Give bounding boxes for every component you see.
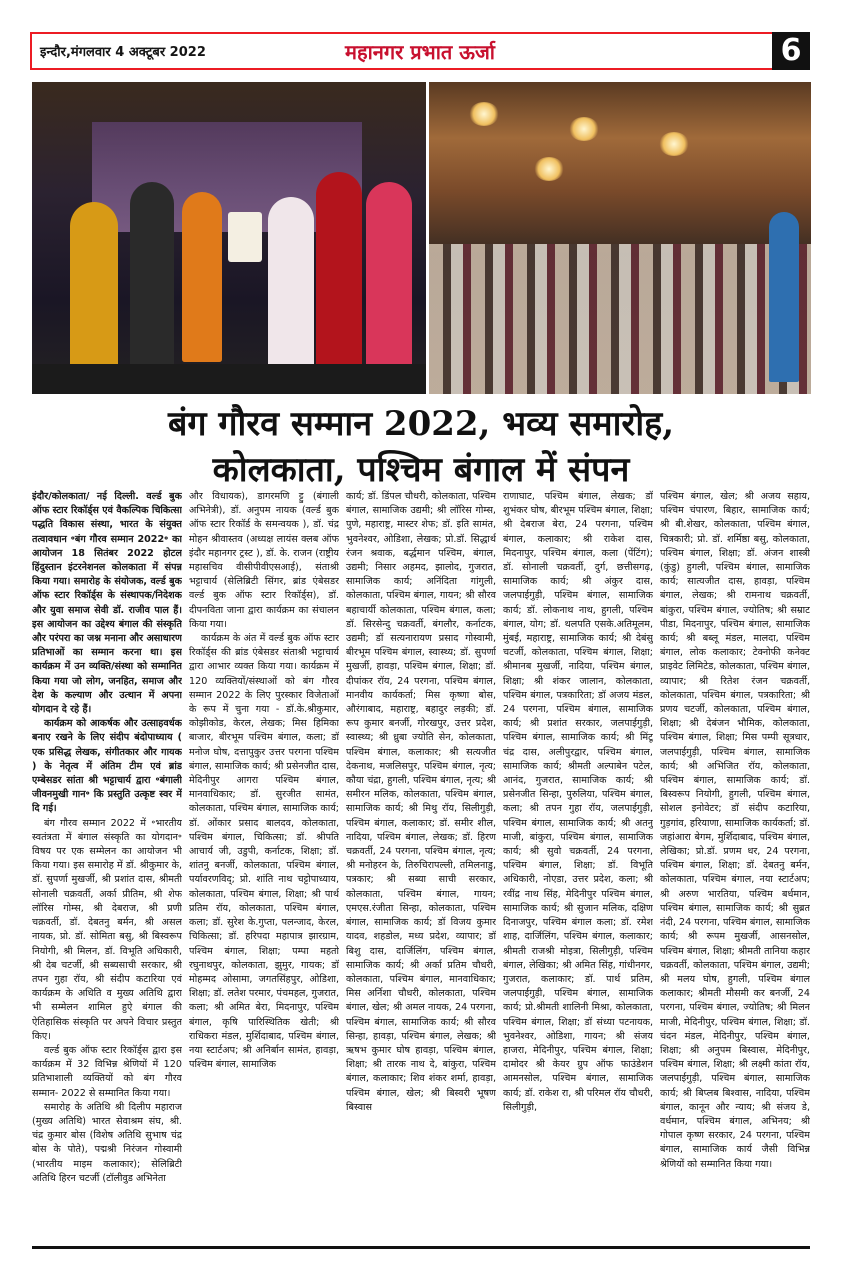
article-column-3 xyxy=(346,490,496,1245)
article-column-1 xyxy=(32,490,182,1245)
headline-line-2: कोलकाता, पश्चिम बंगाल में संपन xyxy=(212,450,630,490)
guest-figure xyxy=(366,182,412,372)
seated-audience xyxy=(429,244,811,394)
guest-figure xyxy=(182,192,222,362)
article-paragraph: समारोह के अतिथि श्री दिलीप महाराज (मुख्य अतिथि) भारत सेवाश्रम संघ, श्री. चंद्र कुमार बोस (विशेष अतिथि सुभाष चंद्र बोस के पोते), पद्मश्री निरंजन गोस्वामी (भारतीय माइम कलाकार); सेलिब्रिटी अतिथि हिरन चटर्जी (टॉलीवुड अभिनेता xyxy=(32,1101,182,1184)
article-column-5 xyxy=(660,490,810,1245)
standing-person xyxy=(769,212,799,382)
guest-figure xyxy=(268,197,314,372)
article-column-2 xyxy=(189,490,339,1245)
certificate-frame xyxy=(228,212,262,262)
article-paragraph: और विधायक), डागरमणि ट्टु (बंगाली अभिनेत्री), डॉ. अनुपम नायक (वर्ल्ड बुक ऑफ स्टार रिकॉर्ड के समन्वयक ), डॉ. चंद्र मोहन श्रीवास्तव (अध्यक्ष लायंस क्लब ऑफ इंदौर महानगर ट्रस्ट ), डॉ. के. राजन (राष्ट्रीय महासचिव वीसीपीवीएसआई), संताश्री भट्टाचार्य (सेलिब्रिटी सिंगर, ब्रांड एंबेसडर वर्ल्ड बुक ऑफ स्टार रिकॉर्ड्स), डॉ. दीपनविता जाना द्वारा कार्यक्रम का संचालन किया गया। xyxy=(189,491,339,630)
article-paragraph: बंग गौरव सम्मान 2022 में ॰भारतीय स्वतंत्रता में बंगाल संस्कृति का योगदान॰ विषय पर एक सम्मेलन का आयोजन भी किया गया। इस समारोह में डॉ. श्रीकुमार के, डॉ. सुपर्णा मुखर्जी, श्री प्रशांत दास, श्रीमती सोनाली चक्रवर्ती, अर्का प्रीतिम, श्री शेफ लॉरिस गोम्स, श्री देबराज, श्री प्रणी चक्रवर्ती, डॉ. देबतनु बर्मन, श्री असल नायक, प्रो. डॉ. सोमिता बसु, श्री बिस्वरूप नियोगी, श्री मिलन, डॉ. विभूति अधिकारी, श्री देब चटर्जी, श्री सब्यसाची सरकार, श्री तपन गुहा रॉय, श्री संदीप कटारिया एवं कार्यक्रम के अधिति व मुख्य अतिथि द्वारा भी सम्मेलन शामिल हुऐ बंगाल की ऐतिहासिक संस्कृति पर अपने विचार प्रस्तुत किए। xyxy=(32,817,182,1042)
award-ceremony-stage-photo xyxy=(32,82,426,394)
chandelier xyxy=(569,117,599,141)
guest-figure xyxy=(70,202,118,372)
article-paragraph: पश्चिम बंगाल, खेल; श्री अजय सहाय, पश्चिम चंपारण, बिहार, सामाजिक कार्य; श्री बी.शेखर, कोलकाता, पश्चिम बंगाल, चित्रकारी; प्रो. डॉ. शर्मिष्ठा बसु, कोलकाता, पश्चिम बंगाल, शिक्षा; डॉ. अंजन शास्त्री (कुंडु) हुगली, पश्चिम बंगाल, सामाजिक कार्य; सात्यजीत दास, हावड़ा, पश्चिम बंगाल, लेखक; श्री रामनाथ चक्रवर्ती, बांकुरा, पश्चिम बंगाल, ज्योतिष; श्री सम्राट पीडा, मिदनापुर, पश्चिम बंगाल, सामाजिक कार्य; श्री बब्लू मंडल, मालदा, पश्चिम बंगाल, लोक कलाकार; टेक्नोफी कनेक्ट प्राइवेट लिमिटेड, कोलकाता, पश्चिम बंगाल, व्यापार; श्री रितेश रंजन चक्रवर्ती, कोलकाता, पश्चिम बंगाल, पत्रकारिता; श्री प्रणय चटर्जी, कोलकाता, पश्चिम बंगाल, शिक्षा; श्री देबंजन भौमिक, कोलकाता, पश्चिम बंगाल, शिक्षा; मिस पम्पी सूत्रधार, जलपाईगुड़ी, पश्चिम बंगाल, सामाजिक कार्य; श्री अभिजित रॉय, कोलकाता, पश्चिम बंगाल, सामाजिक कार्य; डॉ. बिस्वरूप नियोगी, हुगली, पश्चिम बंगाल, सोशल इनोवेटर; डॉ संदीप कटारिया, गुड़गांव, हरियाणा, सामाजिक कार्यकर्ता; डॉ. जहांआरा बेगम, मुर्शिदाबाद, पश्चिम बंगाल, लेखिका; प्रो.डॉ. प्रणम धर, 24 परगना, पश्चिम बंगाल, शिक्षा; डॉ. देबतनु बर्मन, कोलकाता, पश्चिम बंगाल, नया स्टार्टअप; श्री अरुण भारतिया, पश्चिम बर्धमान, पश्चिम बंगाल, सामाजिक कार्य; श्री सुब्रत नंदी, 24 परगना, पश्चिम बंगाल, सामाजिक कार्य; श्री रूपम मुखर्जी, आसनसोल, पश्चिम बंगाल, शिक्षा; श्रीमती तानिया कहार चक्रवर्ती, कोलकाता, पश्चिम बंगाल, उद्यमी; श्री मलय घोष, हुगली, पश्चिम बंगाल कलाकार; श्रीमती मौसमी कर बनर्जी, 24 परगना, पश्चिम बंगाल, ज्योतिष; श्री मिलन माजी, मेदिनीपुर, पश्चिम बंगाल, शिक्षा; डॉ. चंदन मंडल, मेदिनीपुर, पश्चिम बंगाल, शिक्षा; श्री अनुपम बिस्वास, मेदिनीपुर, पश्चिम बंगाल, शिक्षा; श्री लक्ष्मी कांता रॉय, जलपाईगुड़ी, पश्चिम बंगाल, सामाजिक कार्य; श्री बिप्लब बिश्वास, नादिया, पश्चिम बंगाल, कानून और न्याय; श्री संजय डे, वर्धमान, पश्चिम बंगाल, अभिनय; श्री गोपाल कृष्ण सरकार, 24 परगना, पश्चिम बंगाल, सामाजिक कार्य जैसी विभिन्न श्रेणियों को सम्मानित किया गया। xyxy=(660,491,810,1170)
chandelier xyxy=(469,102,499,126)
article-paragraph: कार्य; डॉ. डिंपल चौधरी, कोलकाता, पश्चिम बंगाल, सामाजिक उद्यमी; श्री लॉरिस गोम्स, पुणे, महाराष्ट्र, मास्टर शेफ; डॉ. इति सामंत, भुवनेश्वर, ओडिशा, लेखक; प्रो.डॉ. सिद्धार्थ रंजन श्रवाक, बर्द्धमान पश्चिम, बंगाल, उद्यमी; निसार अहमद, झालोद, गुजरात, सामाजिक कार्य; अनिंदिता गांगुली, कोलकाता, पश्चिम बंगाल, गायन; श्री सौरव बहाचार्यी कोलकाता, पश्चिम बंगाल, कला; डॉ. सिरसेन्दु चक्रवर्ती, बंगलौर, कर्नाटक, उद्यमी; डॉ सत्यनारायण प्रसाद गोस्वामी, बीरभूम पश्चिम बंगाल, स्वास्थ्य; डॉ. सुपर्णा मुखर्जी, हावड़ा, पश्चिम बंगाल, शिक्षा; डॉ. दीपांकर रॉय, 24 परगना, पश्चिम बंगाल, मानवीय कार्यकर्ता; मिस कृष्णा बोस, औरंगाबाद, महाराष्ट्र, बहादुर लड़की; डॉ. रूप कुमार बनर्जी, गोरखपुर, उत्तर प्रदेश, स्वास्थ्य; श्री ध्रुबा ज्योति सेन, कोलकाता, पश्चिम बंगाल, कलाकार; श्री सत्यजीत देकनाथ, मजलिसपुर, पश्चिम बंगाल, नृत्य; कौया चंद्रा, हुगली, पश्चिम बंगाल, नृत्य; श्री समीरन मलिक, कोलकाता, पश्चिम बंगाल, सामाजिक कार्य; श्री मिथु रॉय, सिलीगुड़ी, पश्चिम बंगाल, कलाकार; डॉ. समीर शील, नादिया, पश्चिम बंगाल, लेखक; डॉ. हिरण चक्रवर्ती, 24 परगना, पश्चिम बंगाल, नृत्य; श्री मनोहरन के, तिरुचिरापल्ली, तमिलनाडु, पत्रकार; श्री सब्या साची सरकार, कोलकाता, पश्चिम बंगाल, गायन; एमएस.रंजीता सिन्हा, कोलकाता, पश्चिम बंगाल, सामाजिक कार्य; डॉ विजय कुमार यादव, शहडोल, मध्य प्रदेश, व्यापार; डॉ बिशु दास, दार्जिलिंग, पश्चिम बंगाल, सामाजिक कार्य; श्री अर्का प्रतिम चौधरी, कोलकाता, पश्चिम बंगाल, मानवाधिकार; मिस अर्निशा चौधरी, कोलकाता, पश्चिम बंगाल, खेल; श्री अमल नायक, 24 परगना, पश्चिम बंगाल, सामाजिक कार्य; श्री सौरव सिन्हा, हावड़ा, पश्चिम बंगाल, लेखक; श्री ऋषभ कुमार घोष हावड़ा, पश्चिम बंगाल, शिक्षा; श्री तारक नाथ दे, बांकुरा, पश्चिम बंगाल, कलाकार; शिव शंकर शर्मा, हावड़ा, पश्चिम बंगाल, खेल; श्री बिस्वरी भूषण बिस्वास xyxy=(346,491,496,1113)
article-paragraph: कार्यक्रम के अंत में वर्ल्ड बुक ऑफ स्टार रिकॉर्ड्स की ब्रांड एंबेसडर संताश्री भट्टाचार्य द्वारा आभार व्यक्त किया गया। कार्यक्रम में 120 व्यक्तियों/संस्थाओं को बंग गौरव सम्मान 2022 के लिए पुरस्कार विजेताओं के रूप में चुना गया - डॉ.के.श्रीकुमार, कोझीकोड, केरल, लेखक; मिस हिमिका बाजार, बीरभूम पश्चिम बंगाल, कला; डॉ मनोज घोष, दत्तापुकुर उत्तर परगना पश्चिम बंगाल, सामाजिक कार्य; श्री प्रसेनजीत दास, मेदिनीपुर आगरा पश्चिम बंगाल, मानवाधिकार; डॉ. सुरजीत सामंत, कोलकाता, पश्चिम बंगाल, सामाजिक कार्य; डॉ. ओंकार प्रसाद बालदव, कोलकाता, पश्चिम बंगाल, चिकित्सा; डॉ. श्रीपति आचार्य जी, उडुपी, कर्नाटक, शिक्षा; डॉ. शांतनु बनर्जी, कोलकाता, पश्चिम बंगाल, पर्यावरणविद्; प्रो. शांति नाथ चट्टोपाध्याय, कोलकाता, पश्चिम बंगाल, शिक्षा; श्री पार्थ प्रतिम रॉय, कोलकाता, पश्चिम बंगाल, कला; डॉ. सुरेश के.गुप्ता, पलन्जाद, केरल, चिकित्सा; डॉ. हरिपदा महापात्र झारग्राम, पश्चिम बंगाल, शिक्षा; पम्पा महतो रघुनाथपुर, कोलकाता, झुमुर, गायक; डॉ मोहम्मद ओसामा, जगतसिंहपुर, ओडिशा, शिक्षा; डॉ. लतेश परमार, पंचमहल, गुजरात, कला; श्री अमित बेरा, मिदनापुर, पश्चिम बंगाल, कृषि पारिस्थितिक खेती; श्री राधिकरा मंडल, मुर्शिदाबाद, पश्चिम बंगाल, नया स्टार्टअप; श्री अनिर्बान सामंत, हावड़ा, पश्चिम बंगाल, सामाजिक xyxy=(189,633,339,1071)
page-header xyxy=(30,32,810,70)
article-column-4 xyxy=(503,490,653,1245)
guest-figure xyxy=(316,172,362,372)
article-paragraph: इंदौर/कोलकाता/ नई दिल्ली. वर्ल्ड बुक ऑफ स्टार रिकॉर्ड्स एवं वैकल्पिक चिकित्सा पद्धति विकास संस्था, भारत के संयुक्त तत्वावधान ॰बंग गौरव सम्मान 2022॰ का आयोजन 18 सितंबर 2022 होटल हिंदुस्तान इंटरनेशनल कोलकाता में संपन्न किया गया। समारोह के संयोजक, वर्ल्ड बुक ऑफ स्टार रिकॉर्ड्स के संस्थापक/निदेशक और युवा समाज सेवी डॉ. राजीव पाल हैं। इस आयोजन का उद्देश्य बंगाल की संस्कृति और परंपरा का जश्न मनाना और असाधारण प्रतिभाओं का सम्मान करना था। इस कार्यक्रम में उन व्यक्ति/संस्था को सम्मानित किया गया जो लोग, जनहित, समाज और देश के कल्याण और उत्थान में अपना योगदान दे रहे हैं। xyxy=(32,491,182,716)
bottom-rule xyxy=(32,1246,810,1249)
article-paragraph: कार्यक्रम को आकर्षक और उत्साहवर्धक बनाए रखने के लिए संदीप बंदोपाध्याय ( एक प्रसिद्ध लेखक, संगीतकार और गायक ) के नेतृत्व में अंतिम टीम एवं ब्रांड एम्बेसडर सांता श्री भट्टाचार्य द्वारा ॰बंगाली जीवनमुखी गान॰ कि प्रस्तुति उत्कृष्ट स्वर में दि गई। xyxy=(32,718,182,815)
page-number: 6 xyxy=(772,32,810,70)
newspaper-masthead: महानगर प्रभात ऊर्जा xyxy=(345,40,495,64)
stage-floor xyxy=(32,364,426,394)
article-paragraph: राणाघाट, पश्चिम बंगाल, लेखक; डॉ शुभंकर घोष, बीरभूम पश्चिम बंगाल, शिक्षा; श्री देबराज बेरा, 24 परगना, पश्चिम बंगाल, कलाकार; श्री राकेश दास, मिदनापुर, पश्चिम बंगाल, कला (पेंटिंग); डॉ. सोनाली चक्रवर्ती, दुर्ग, छत्तीसगढ़, सामाजिक कार्य; श्री अंकुर दास, जलपाईगुड़ी, पश्चिम बंगाल, सामाजिक कार्य; डॉ. लोकनाथ नाथ, हुगली, पश्चिम बंगाल, योग; डॉ. थलपति एसके.अतिमूलम, मुंबई, महाराष्ट्र, सामाजिक कार्य; श्री देबंसु चटर्जी, कोलकाता, पश्चिम बंगाल, शिक्षा; श्रीमानब मुखर्जी, नादिया, पश्चिम बंगाल, शिक्षा; श्री शंकर जालान, कोलकाता, पश्चिम बंगाल, पत्रकारिता; डॉ अजय मंडल, 24 परगना, पश्चिम बंगाल, सामाजिक कार्य; श्री प्रशांत सरकार, जलपाईगुड़ी, पश्चिम बंगाल, सामाजिक कार्य; श्री मिंटू चंद्र दास, अलीपुरद्वार, पश्चिम बंगाल, सामाजिक कार्य; श्रीमती अल्पाबेन पटेल, आनंद, गुजरात, सामाजिक कार्य; श्री प्रसेनजीत सिन्हा, पुरुलिया, पश्चिम बंगाल, कला; श्री तपन गुहा रॉय, जलपाईगुड़ी, पश्चिम बंगाल, सामाजिक कार्य; श्री अतनु माजी, बांकुरा, पश्चिम बंगाल, सामाजिक कार्य; श्री सुवो चक्रवर्ती, 24 परगना, पश्चिम बंगाल, शिक्षा; डॉ. विभूति अधिकारी, नोएडा, उत्तर प्रदेश, कला; श्री रवींद्र नाथ सिंह, मेदिनीपुर पश्चिम बंगाल, सामाजिक कार्य; श्री सुजान मलिक, दक्षिण दिनाजपुर, पश्चिम बंगाल कला; डॉ. रमेश शाह, दार्जिलिंग, पश्चिम बंगाल, कलाकार; श्रीमती राजश्री मोइत्रा, सिलीगुड़ी, पश्चिम बंगाल, लेखिका; श्री अमित सिंह, गांधीनगर, गुजरात, कलाकार; डॉ. पार्थ प्रतिम, जलपाईगुड़ी, पश्चिम बंगाल, सामाजिक कार्य; प्रो.श्रीमती शालिनी मिश्रा, कोलकाता, पश्चिम बंगाल, शिक्षा; डॉ संध्या पटनायक, भुवनेश्वर, ओडिशा, गायन; श्री संजय हाजरा, मेदिनीपुर, पश्चिम बंगाल, शिक्षा; दामोदर श्री केयर ग्रुप ऑफ फाउंडेशन आमनसोल, पश्चिम बंगाल, सामाजिक कार्य; डॉ. राकेश रा, श्री परिमल रॉय चौधरी, सिलीगुड़ी, xyxy=(503,491,653,1113)
article-paragraph: वर्ल्ड बुक ऑफ स्टार रिकॉर्ड्स द्वारा इस कार्यक्रम में 32 विभिन्न श्रेणियों में 120 प्रतिभाशाली व्यक्तियों को बंग गौरव सम्मान- 2022 से सम्मानित किया गया। xyxy=(32,1044,182,1099)
issue-date: इन्दौर,मंगलवार 4 अक्टूबर 2022 xyxy=(40,45,206,60)
chandelier xyxy=(659,132,689,156)
headline-line-1: बंग गौरव सम्मान 2022, भव्य समारोह, xyxy=(167,404,675,444)
guest-figure xyxy=(130,182,174,372)
chandelier xyxy=(534,157,564,181)
article-body xyxy=(32,490,810,1245)
audience-hall-photo xyxy=(429,82,811,394)
